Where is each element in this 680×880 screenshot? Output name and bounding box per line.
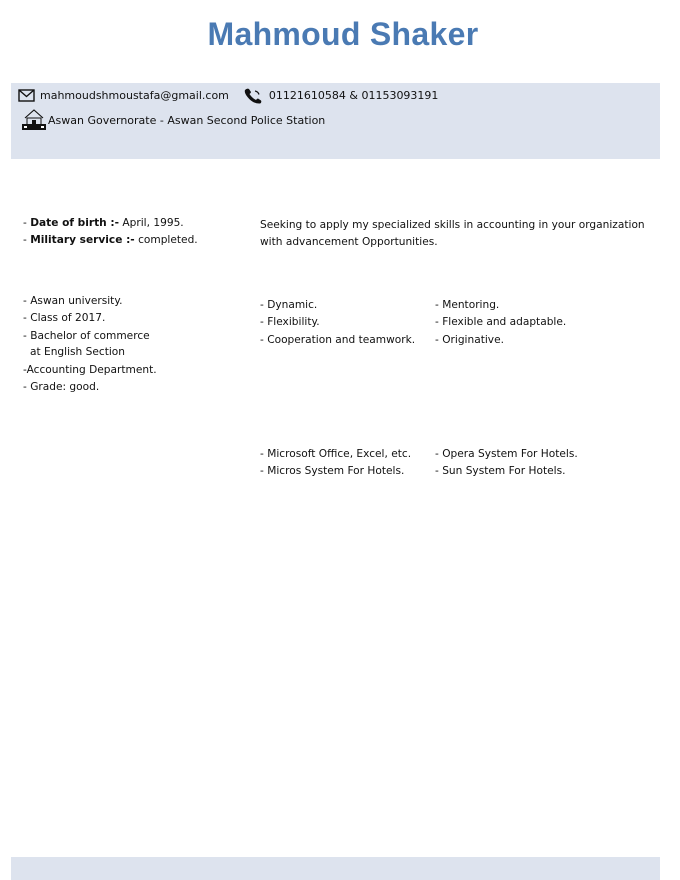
military-label: Military service :- (30, 234, 135, 247)
dob-value: April, 1995. (119, 217, 184, 229)
footer-band (11, 857, 660, 880)
dob-line: - Date of birth :- April, 1995. (23, 217, 184, 229)
phone-icon (243, 87, 264, 104)
skills-column-1 (260, 297, 415, 349)
education-item: - Grade: good. (23, 381, 100, 394)
dob-label: Date of birth :- (30, 217, 120, 229)
objective-section (260, 217, 645, 252)
applicant-name: Mahmoud Shaker (207, 16, 479, 52)
objective-line: Seeking to apply my specialized skills in accounting in your organization (260, 219, 645, 231)
education-item: - Bachelor of commerce (23, 329, 150, 342)
skill-item: - Cooperation and teamwork. (260, 333, 416, 346)
contact-band (11, 83, 660, 159)
contact-row-address (20, 107, 325, 133)
computer-skill-item: - Micros System For Hotels. (260, 465, 405, 478)
skills-column-2 (435, 297, 566, 349)
computer-skills-column-1 (260, 446, 411, 481)
computer-skill-item: - Sun System For Hotels. (435, 465, 566, 478)
education-item: - Class of 2017. (23, 312, 106, 325)
skill-item: - Mentoring. (435, 299, 500, 311)
objective-line: with advancement Opportunities. (260, 236, 438, 249)
computer-skill-item: - Opera System For Hotels. (435, 448, 578, 460)
education-item: at English Section (30, 345, 125, 358)
computer-skills-column-2 (435, 446, 578, 481)
education-item: - Aswan university. (23, 295, 123, 307)
personal-info-section (23, 215, 198, 250)
skill-item: - Dynamic. (260, 299, 318, 311)
address-text: Aswan Governorate - Aswan Second Police Station (48, 113, 326, 127)
military-value: completed. (134, 234, 198, 247)
education-item: -Accounting Department. (23, 363, 157, 376)
email-text[interactable]: mahmoudshmoustafa@gmail.com (40, 89, 229, 102)
computer-skill-item: - Microsoft Office, Excel, etc. (260, 448, 412, 460)
envelope-icon (18, 89, 35, 102)
house-icon (20, 107, 48, 133)
skill-item: - Originative. (435, 333, 504, 346)
education-section (23, 293, 157, 396)
military-line: - Military service :- completed. (23, 234, 198, 247)
skill-item: - Flexible and adaptable. (435, 316, 567, 329)
contact-row-email-phone (18, 87, 438, 104)
phone-text[interactable]: 01121610584 & 01153093191 (268, 89, 439, 102)
skill-item: - Flexibility. (260, 316, 320, 329)
